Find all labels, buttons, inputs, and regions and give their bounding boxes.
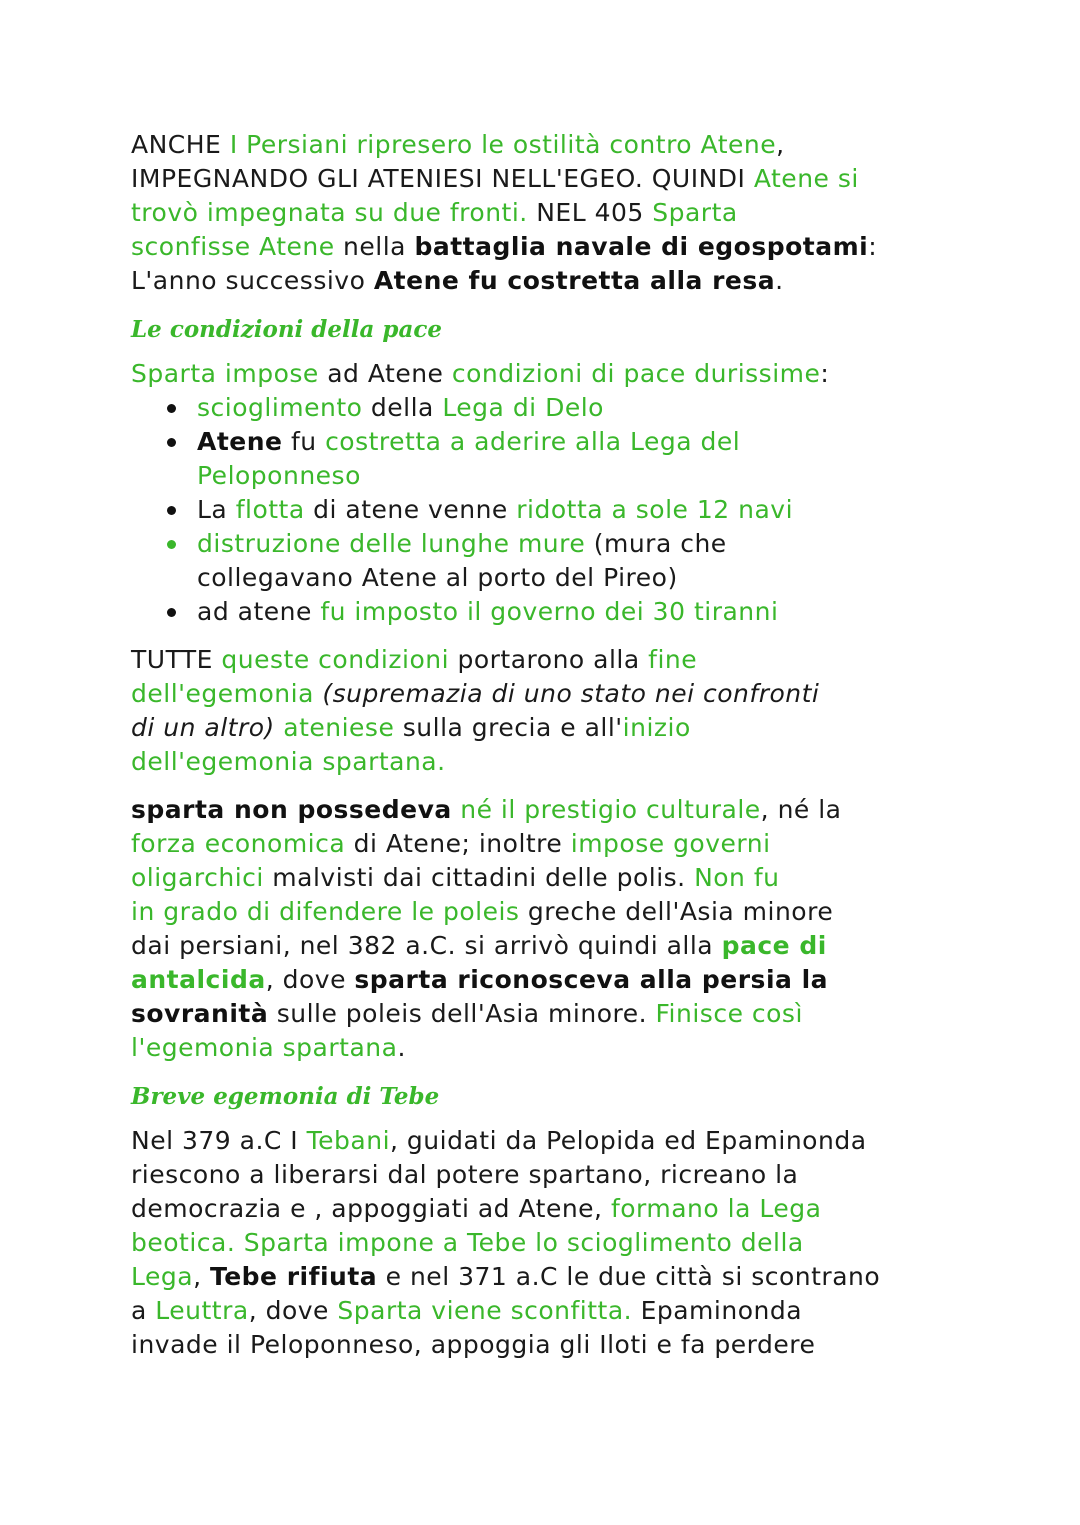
bullet-icon <box>167 540 176 549</box>
text-run: fine <box>648 645 698 674</box>
text-run: , guidati da Pelopida ed Epaminonda <box>390 1126 867 1155</box>
text-run: collegavano Atene al porto del Pireo) <box>197 563 678 592</box>
text-run: riescono a liberarsi dal potere spartano, ricreano la <box>131 1160 799 1189</box>
list-item <box>167 425 960 493</box>
text-run: di Atene; inoltre <box>345 829 571 858</box>
text-run: (supremazia di uno stato nei confronti <box>313 679 820 708</box>
text-run: dell'egemonia spartana. <box>131 747 446 776</box>
text-run: e nel 371 a.C le due città si scontrano <box>377 1262 881 1291</box>
paragraph-condizioni-intro <box>131 357 960 391</box>
paragraph-egemonia <box>131 643 960 779</box>
section-heading-tebe: Breve egemonia di Tebe <box>131 1083 440 1110</box>
text-run: : <box>868 232 878 261</box>
text-run: IMPEGNANDO GLI ATENIESI NELL'EGEO. QUINDI <box>131 164 754 193</box>
text-run: . <box>775 266 784 295</box>
list-item <box>167 493 960 527</box>
text-run: pace di <box>721 931 827 960</box>
text-run: Sparta <box>652 198 738 227</box>
text-run: Sparta impose <box>131 359 319 388</box>
text-run: antalcida <box>131 965 266 994</box>
text-run: costretta a aderire alla Lega del <box>325 427 741 456</box>
text-run: Epaminonda <box>632 1296 803 1325</box>
text-run: ridotta a sole 12 navi <box>516 495 794 524</box>
list-item <box>167 595 960 629</box>
text-run: flotta <box>235 495 305 524</box>
text-run: La <box>197 495 236 524</box>
bullet-icon <box>167 438 176 447</box>
text-run: democrazia e , appoggiati ad Atene, <box>131 1194 611 1223</box>
text-run: queste condizioni <box>221 645 450 674</box>
text-run: Peloponneso <box>197 461 361 490</box>
text-run: , <box>193 1262 210 1291</box>
text-run: Leuttra <box>155 1296 249 1325</box>
text-run: (mura che <box>585 529 727 558</box>
text-run: sconfisse Atene <box>131 232 335 261</box>
text-run: di atene venne <box>304 495 517 524</box>
text-run: invade il Peloponneso, appoggia gli Iloti e fa perdere <box>131 1330 816 1359</box>
text-run: inizio <box>622 713 691 742</box>
conditions-list <box>131 391 960 629</box>
text-run: : <box>820 359 830 388</box>
text-run: a <box>131 1296 156 1325</box>
text-run: sparta non possedeva <box>131 795 452 824</box>
text-run: ad atene <box>197 597 321 626</box>
text-run: né <box>451 795 501 824</box>
list-item <box>167 527 960 595</box>
text-run: Atene fu costretta alla resa <box>373 266 776 295</box>
text-run: I Persiani ripresero le ostilità contro Atene <box>229 130 777 159</box>
paragraph-tebe <box>131 1124 960 1362</box>
text-run: formano la Lega <box>610 1194 822 1223</box>
text-run: Lega di Delo <box>442 393 604 422</box>
text-run: nella <box>334 232 415 261</box>
bullet-icon <box>167 506 176 515</box>
text-run: , dove <box>248 1296 338 1325</box>
text-run: . <box>397 1033 406 1062</box>
text-run: di un altro) <box>131 713 275 742</box>
text-run: , dove <box>265 965 355 994</box>
text-run: , <box>776 130 785 159</box>
text-run: della <box>362 393 443 422</box>
section-heading-condizioni: Le condizioni della pace <box>131 316 443 343</box>
text-run: Lega <box>131 1262 194 1291</box>
text-run: Tebani <box>306 1126 391 1155</box>
text-run: forza economica <box>131 829 346 858</box>
text-run: trovò impegnata su due fronti. <box>131 198 528 227</box>
bullet-icon <box>167 608 176 617</box>
text-run: malvisti dai cittadini delle polis. <box>263 863 695 892</box>
text-run: Nel 379 a.C I <box>131 1126 307 1155</box>
text-run: Atene si <box>753 164 859 193</box>
text-run: ad Atene <box>318 359 452 388</box>
text-run: fu <box>282 427 326 456</box>
text-run: fu imposto il governo dei 30 tiranni <box>320 597 779 626</box>
text-run: dell'egemonia <box>131 679 314 708</box>
list-item <box>167 391 960 425</box>
text-run: scioglimento <box>197 393 363 422</box>
text-run: condizioni di pace durissime <box>451 359 821 388</box>
text-run: in grado di difendere le poleis <box>131 897 520 926</box>
text-run: impose governi <box>570 829 771 858</box>
text-run: L'anno successivo <box>131 266 374 295</box>
text-run: battaglia navale di egospotami <box>414 232 869 261</box>
text-run: sulle poleis dell'Asia minore. <box>268 999 656 1028</box>
paragraph-sparta <box>131 793 960 1065</box>
text-run: ANCHE <box>131 130 230 159</box>
text-run: beotica. Sparta impone a Tebe lo scioglimento della <box>131 1228 804 1257</box>
text-run: Tebe rifiuta <box>209 1262 378 1291</box>
text-run: dai persiani, nel 382 a.C. si arrivò quindi alla <box>131 931 722 960</box>
text-run: il prestigio culturale <box>500 795 761 824</box>
text-run: TUTTE <box>131 645 222 674</box>
bullet-icon <box>167 404 176 413</box>
text-run: sulla grecia e all' <box>394 713 623 742</box>
text-run: Finisce così <box>655 999 803 1028</box>
paragraph-persiani <box>131 128 960 298</box>
text-run: l'egemonia spartana <box>131 1033 398 1062</box>
text-run: greche dell'Asia minore <box>519 897 834 926</box>
text-run: Sparta viene sconfitta. <box>337 1296 633 1325</box>
text-run: distruzione delle lunghe mure <box>197 529 586 558</box>
text-run: Non fu <box>694 863 780 892</box>
text-run: NEL 405 <box>527 198 653 227</box>
text-run: , né la <box>760 795 842 824</box>
text-run: sparta riconosceva alla persia la <box>354 965 829 994</box>
text-run: sovranità <box>131 999 269 1028</box>
text-run: oligarchici <box>131 863 264 892</box>
text-run: ateniese <box>274 713 395 742</box>
text-run: Atene <box>197 427 283 456</box>
text-run: portarono alla <box>449 645 649 674</box>
